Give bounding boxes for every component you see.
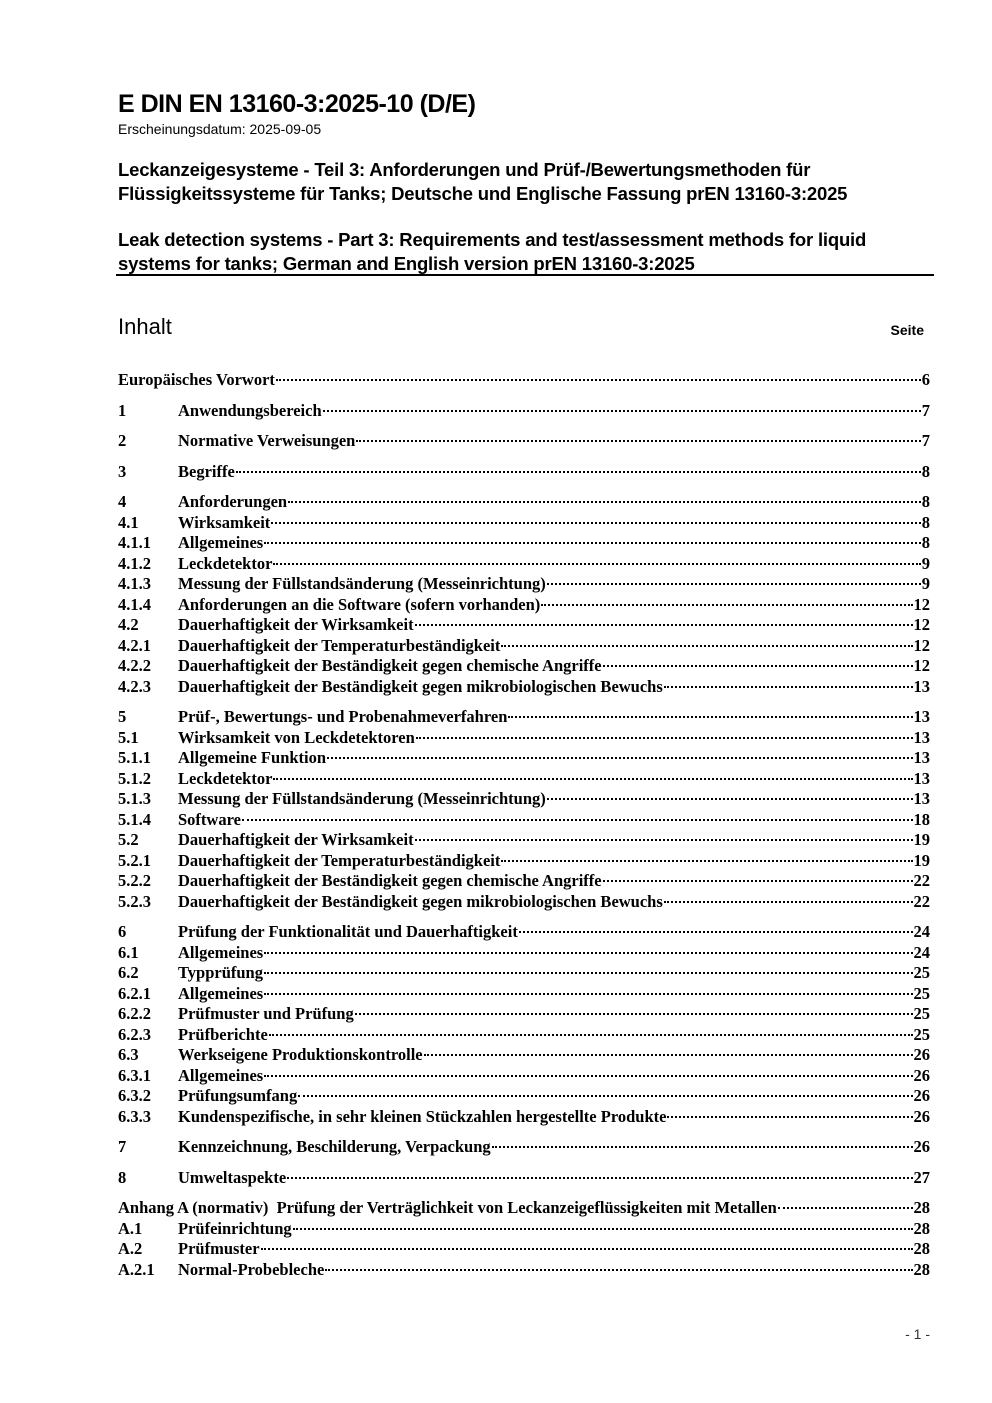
toc-entry-number: 4.1.2	[118, 553, 151, 573]
dot-leader	[264, 972, 913, 974]
toc-entry-page[interactable]: 9	[921, 553, 930, 573]
toc-entry[interactable]	[118, 728, 930, 749]
toc-entry-number: 4.1.1	[118, 533, 151, 552]
dot-leader	[273, 563, 920, 565]
toc-entry[interactable]	[118, 513, 930, 534]
toc-entry[interactable]	[118, 595, 930, 616]
title-german: Leckanzeigesysteme - Teil 3: Anforderungen und Prüf-/Bewertungsmethoden für Flüssigkeitssysteme für Tanks; Deutsche und Englische Fassung prEN 13160-3:2025	[118, 159, 848, 204]
toc-entry-title[interactable]: Allgemeines	[178, 942, 264, 962]
toc-entry-page[interactable]: 12	[913, 594, 930, 614]
dot-leader	[541, 604, 912, 606]
toc-entry-title[interactable]: Leckdetektor	[178, 553, 273, 573]
toc-entry-number: A.1	[118, 1218, 143, 1238]
dot-leader	[547, 798, 913, 800]
toc-heading: Inhalt	[118, 314, 172, 339]
toc-entry-title[interactable]: Wirksamkeit von Leckdetektoren	[178, 727, 415, 747]
toc-entry-number: 5.2.2	[118, 871, 151, 890]
toc-entry-page[interactable]: 26	[913, 1086, 930, 1105]
toc-entry-number: 6	[118, 922, 127, 941]
toc-entry-title[interactable]: Werkseigene Produktionskontrolle	[178, 1045, 423, 1064]
toc-entry[interactable]	[118, 1086, 930, 1107]
toc-entry-number: 6.2.2	[118, 1004, 151, 1023]
toc-entry[interactable]	[118, 789, 930, 810]
toc-entry-page[interactable]: 28	[913, 1239, 930, 1258]
toc-entry-number: 6.3.3	[118, 1106, 151, 1126]
toc-entry-page[interactable]: 19	[913, 830, 930, 849]
toc-entry-title[interactable]: Anwendungsbereich	[178, 400, 322, 420]
dot-leader	[667, 1116, 912, 1118]
toc-entry[interactable]	[118, 1107, 930, 1128]
title-english: Leak detection systems - Part 3: Requirements and test/assessment methods for liquid systems for tanks; German and English version prEN 13160-3:2025	[118, 229, 867, 274]
toc-entry-page[interactable]: 25	[913, 1024, 930, 1044]
toc-entry[interactable]	[118, 401, 930, 422]
toc-entry[interactable]	[118, 554, 930, 575]
toc-entry-page[interactable]: 8	[921, 461, 930, 481]
dot-leader	[416, 737, 913, 739]
toc-entry-title[interactable]: Leckdetektor	[178, 768, 273, 788]
toc-entry-number: 6.3.2	[118, 1086, 151, 1105]
dot-leader	[664, 686, 913, 688]
toc-entry-page[interactable]: 26	[913, 1137, 930, 1156]
toc-entry-title[interactable]: Normative Verweisungen	[178, 431, 356, 450]
toc-entry-page[interactable]: 26	[913, 1045, 930, 1064]
toc-entry-title[interactable]: Allgemeines	[178, 983, 264, 1003]
dot-leader	[261, 1248, 913, 1250]
toc-entry-page[interactable]: 7	[921, 400, 930, 420]
toc-entry-title[interactable]: Prüfmuster	[178, 1239, 260, 1258]
dot-leader	[415, 839, 913, 841]
toc-entry-number: 5.1	[118, 727, 139, 747]
toc-entry[interactable]	[118, 707, 930, 728]
toc-entry-title[interactable]: Dauerhaftigkeit der Wirksamkeit	[178, 830, 414, 849]
dot-leader	[356, 440, 920, 442]
dot-leader	[287, 1177, 912, 1179]
toc-entry[interactable]	[118, 1260, 930, 1281]
toc-entry-number: 5.1.4	[118, 809, 151, 829]
toc-entry[interactable]	[118, 810, 930, 831]
dot-leader	[603, 880, 913, 882]
toc-entry-number: 2	[118, 431, 127, 450]
toc-entry[interactable]	[118, 462, 930, 483]
toc-entry[interactable]	[118, 943, 930, 964]
toc-entry-page[interactable]: 13	[913, 676, 930, 696]
toc-entry-page[interactable]: 28	[913, 1259, 930, 1279]
toc-entry-number: 4.1.3	[118, 574, 151, 593]
toc-entry-title[interactable]: Wirksamkeit	[178, 512, 271, 532]
toc-entry-number: 4.2	[118, 615, 139, 634]
dot-leader	[508, 716, 912, 718]
toc-entry[interactable]	[118, 431, 930, 452]
dot-leader	[501, 860, 912, 862]
toc-entry-number: 6.2.1	[118, 983, 151, 1003]
toc-entry[interactable]	[118, 1219, 930, 1240]
toc-entry-page[interactable]: 25	[913, 1004, 930, 1023]
dot-leader	[519, 931, 913, 933]
toc-entry-title[interactable]: Allgemeine Funktion	[178, 748, 327, 767]
toc-entry-number: 5.2	[118, 830, 139, 849]
toc-entry-number: 6.2.3	[118, 1024, 151, 1044]
toc-entry-page[interactable]: 28	[913, 1218, 930, 1238]
toc-entry-title[interactable]: Dauerhaftigkeit der Beständigkeit gegen mikrobiologischen Bewuchs	[178, 891, 663, 911]
toc-entry-number: 4	[118, 492, 127, 511]
toc-entry-page[interactable]: 22	[913, 891, 930, 911]
toc-entry-number: 6.3	[118, 1045, 139, 1064]
toc-entry-number: 6.3.1	[118, 1065, 151, 1085]
toc-entry-title[interactable]: Europäisches Vorwort	[118, 370, 275, 389]
toc-entry[interactable]	[118, 851, 930, 872]
toc-entry[interactable]	[118, 1045, 930, 1066]
toc-entry-page[interactable]: 24	[913, 922, 930, 941]
dot-leader	[264, 542, 921, 544]
toc-entry-page[interactable]: 12	[913, 615, 930, 634]
toc-entry-page[interactable]: 9	[921, 574, 930, 593]
toc-entry-number: A.2.1	[118, 1259, 155, 1279]
toc-entry-page[interactable]: 26	[913, 1106, 930, 1126]
toc-entry-number: 5.1.3	[118, 789, 151, 808]
dot-leader	[501, 645, 912, 647]
toc-entry[interactable]	[118, 574, 930, 595]
toc-entry[interactable]	[118, 1025, 930, 1046]
toc-entry-title[interactable]: Anhang A (normativ) Prüfung der Verträglichkeit von Leckanzeigeflüssigkeiten mit Metallen	[118, 1198, 777, 1217]
toc-entry-number: 8	[118, 1167, 127, 1187]
toc-entry-title[interactable]: Umweltaspekte	[178, 1167, 287, 1187]
toc-entry-title[interactable]: Normal-Probebleche	[178, 1259, 325, 1279]
toc-entry-title[interactable]: Allgemeines	[178, 533, 264, 552]
toc-entry-title[interactable]: Prüfberichte	[178, 1024, 268, 1044]
toc-entry[interactable]	[118, 922, 930, 943]
toc-entry-title[interactable]: Dauerhaftigkeit der Temperaturbeständigkeit	[178, 850, 501, 870]
toc-entry-page[interactable]: 13	[913, 789, 930, 808]
dot-leader	[325, 1269, 912, 1271]
toc-entry[interactable]	[118, 370, 930, 391]
toc-entry-number: 4.2.3	[118, 676, 151, 696]
toc-entry-title[interactable]: Anforderungen an die Software (sofern vorhanden)	[178, 594, 541, 614]
toc-entry[interactable]	[118, 636, 930, 657]
toc-entry-title[interactable]: Dauerhaftigkeit der Beständigkeit gegen mikrobiologischen Bewuchs	[178, 676, 663, 696]
toc-entry-page[interactable]: 12	[913, 656, 930, 675]
toc-entry-title[interactable]: Dauerhaftigkeit der Beständigkeit gegen chemische Angriffe	[178, 656, 602, 675]
toc-page-column-label: Seite	[890, 322, 924, 338]
toc-entry-title[interactable]: Dauerhaftigkeit der Wirksamkeit	[178, 615, 414, 634]
toc-entry-title[interactable]: Messung der Füllstandsänderung (Messeinrichtung)	[178, 789, 546, 808]
toc-entry[interactable]	[118, 892, 930, 913]
toc-entry[interactable]	[118, 656, 930, 677]
toc-entry-page[interactable]: 8	[921, 533, 930, 552]
toc-entry-page[interactable]: 26	[913, 1065, 930, 1085]
toc-entry-page[interactable]: 25	[913, 983, 930, 1003]
toc-entry-title[interactable]: Dauerhaftigkeit der Beständigkeit gegen chemische Angriffe	[178, 871, 602, 890]
toc-entry-title[interactable]: Software	[178, 809, 241, 829]
dot-leader	[323, 410, 921, 412]
toc-entry-title[interactable]: Prüfung der Funktionalität und Dauerhaftigkeit	[178, 922, 518, 941]
toc-entry-title[interactable]: Kennzeichnung, Beschilderung, Verpackung	[178, 1137, 491, 1156]
toc-entry[interactable]	[118, 769, 930, 790]
toc-entry-title[interactable]: Prüfmuster und Prüfung	[178, 1004, 354, 1023]
toc-entry-page[interactable]: 22	[913, 871, 930, 890]
toc-entry[interactable]	[118, 963, 930, 984]
toc-entry-page[interactable]: 13	[913, 707, 930, 726]
toc-entry-page[interactable]: 13	[913, 768, 930, 788]
toc-entry-number: 4.1	[118, 512, 139, 532]
page-number: - 1 -	[905, 1326, 930, 1342]
toc-entry[interactable]	[118, 1168, 930, 1189]
toc-entry-page[interactable]: 7	[921, 431, 930, 450]
dot-leader	[778, 1207, 913, 1209]
toc-entry-number: 4.1.4	[118, 594, 151, 614]
dot-leader	[415, 624, 913, 626]
toc-entry-page[interactable]: 24	[913, 942, 930, 962]
toc-entry-number: 1	[118, 400, 127, 420]
dot-leader	[264, 1075, 912, 1077]
toc-entry-number: 5.2.1	[118, 850, 151, 870]
toc-entry[interactable]	[118, 830, 930, 851]
toc-entry-page[interactable]: 27	[913, 1167, 930, 1187]
toc-entry[interactable]	[118, 871, 930, 892]
toc-entry[interactable]	[118, 984, 930, 1005]
toc-entry-page[interactable]: 25	[913, 963, 930, 982]
dot-leader	[273, 778, 912, 780]
dot-leader	[269, 1034, 913, 1036]
toc-entry-title[interactable]: Dauerhaftigkeit der Temperaturbeständigkeit	[178, 635, 501, 655]
toc-entry-number: 5	[118, 707, 127, 726]
toc-entry[interactable]	[118, 1239, 930, 1260]
toc-entry-page[interactable]: 13	[913, 727, 930, 747]
toc-entry[interactable]	[118, 1066, 930, 1087]
dot-leader	[492, 1146, 913, 1148]
toc-entry-number: 3	[118, 461, 127, 481]
toc-entry-title[interactable]: Prüfungsumfang	[178, 1086, 298, 1105]
document-id: E DIN EN 13160-3:2025-10 (D/E)	[118, 90, 476, 118]
toc-entry[interactable]	[118, 1198, 930, 1219]
dot-leader	[242, 819, 913, 821]
toc-entry-title[interactable]: Kundenspezifische, in sehr kleinen Stückzahlen hergestellte Produkte	[178, 1106, 667, 1126]
dot-leader	[264, 952, 912, 954]
toc-entry-page[interactable]: 8	[921, 512, 930, 532]
toc-entry-title[interactable]: Typprüfung	[178, 963, 263, 982]
toc-entry-title[interactable]: Begriffe	[178, 461, 235, 481]
toc-entry-title[interactable]: Prüfeinrichtung	[178, 1218, 292, 1238]
dot-leader	[298, 1095, 912, 1097]
toc-entry-title[interactable]: Anforderungen	[178, 492, 288, 511]
toc-entry-page[interactable]: 12	[913, 635, 930, 655]
toc-entry-page[interactable]: 28	[913, 1198, 930, 1217]
toc-entry-page[interactable]: 8	[921, 492, 930, 511]
dot-leader	[603, 665, 913, 667]
toc-entry-page[interactable]: 6	[921, 370, 930, 389]
toc-entry-number: 5.2.3	[118, 891, 151, 911]
dot-leader	[264, 993, 912, 995]
toc-entry-page[interactable]: 19	[913, 850, 930, 870]
publication-date: Erscheinungsdatum: 2025-09-05	[118, 121, 322, 137]
toc-entry-number: 7	[118, 1137, 127, 1156]
toc-entry-page[interactable]: 13	[913, 748, 930, 767]
dot-leader	[327, 757, 912, 759]
toc-entry[interactable]	[118, 1137, 930, 1158]
toc-entry[interactable]	[118, 677, 930, 698]
toc-entry-title[interactable]: Messung der Füllstandsänderung (Messeinrichtung)	[178, 574, 546, 593]
dot-leader	[547, 583, 921, 585]
toc-entry-title[interactable]: Allgemeines	[178, 1065, 264, 1085]
toc-entry-number: A.2	[118, 1239, 143, 1258]
toc-entry-number: 5.1.1	[118, 748, 151, 767]
toc-entry[interactable]	[118, 492, 930, 513]
dot-leader	[271, 522, 920, 524]
toc-entry-number: 6.1	[118, 942, 139, 962]
header-rule	[116, 274, 934, 276]
toc-entry[interactable]	[118, 533, 930, 554]
toc-entry-number: 6.2	[118, 963, 139, 982]
dot-leader	[236, 471, 921, 473]
toc-entry-number: 5.1.2	[118, 768, 151, 788]
toc-entry-number: 4.2.1	[118, 635, 151, 655]
toc-entry[interactable]	[118, 615, 930, 636]
toc-entry[interactable]	[118, 1004, 930, 1025]
dot-leader	[355, 1013, 913, 1015]
table-of-contents	[118, 370, 930, 1280]
dot-leader	[424, 1054, 913, 1056]
dot-leader	[276, 379, 921, 381]
dot-leader	[288, 501, 921, 503]
toc-entry[interactable]	[118, 748, 930, 769]
toc-entry-number: 4.2.2	[118, 656, 151, 675]
dot-leader	[293, 1228, 913, 1230]
toc-entry-page[interactable]: 18	[913, 809, 930, 829]
dot-leader	[664, 901, 913, 903]
toc-entry-title[interactable]: Prüf-, Bewertungs- und Probenahmeverfahren	[178, 707, 508, 726]
